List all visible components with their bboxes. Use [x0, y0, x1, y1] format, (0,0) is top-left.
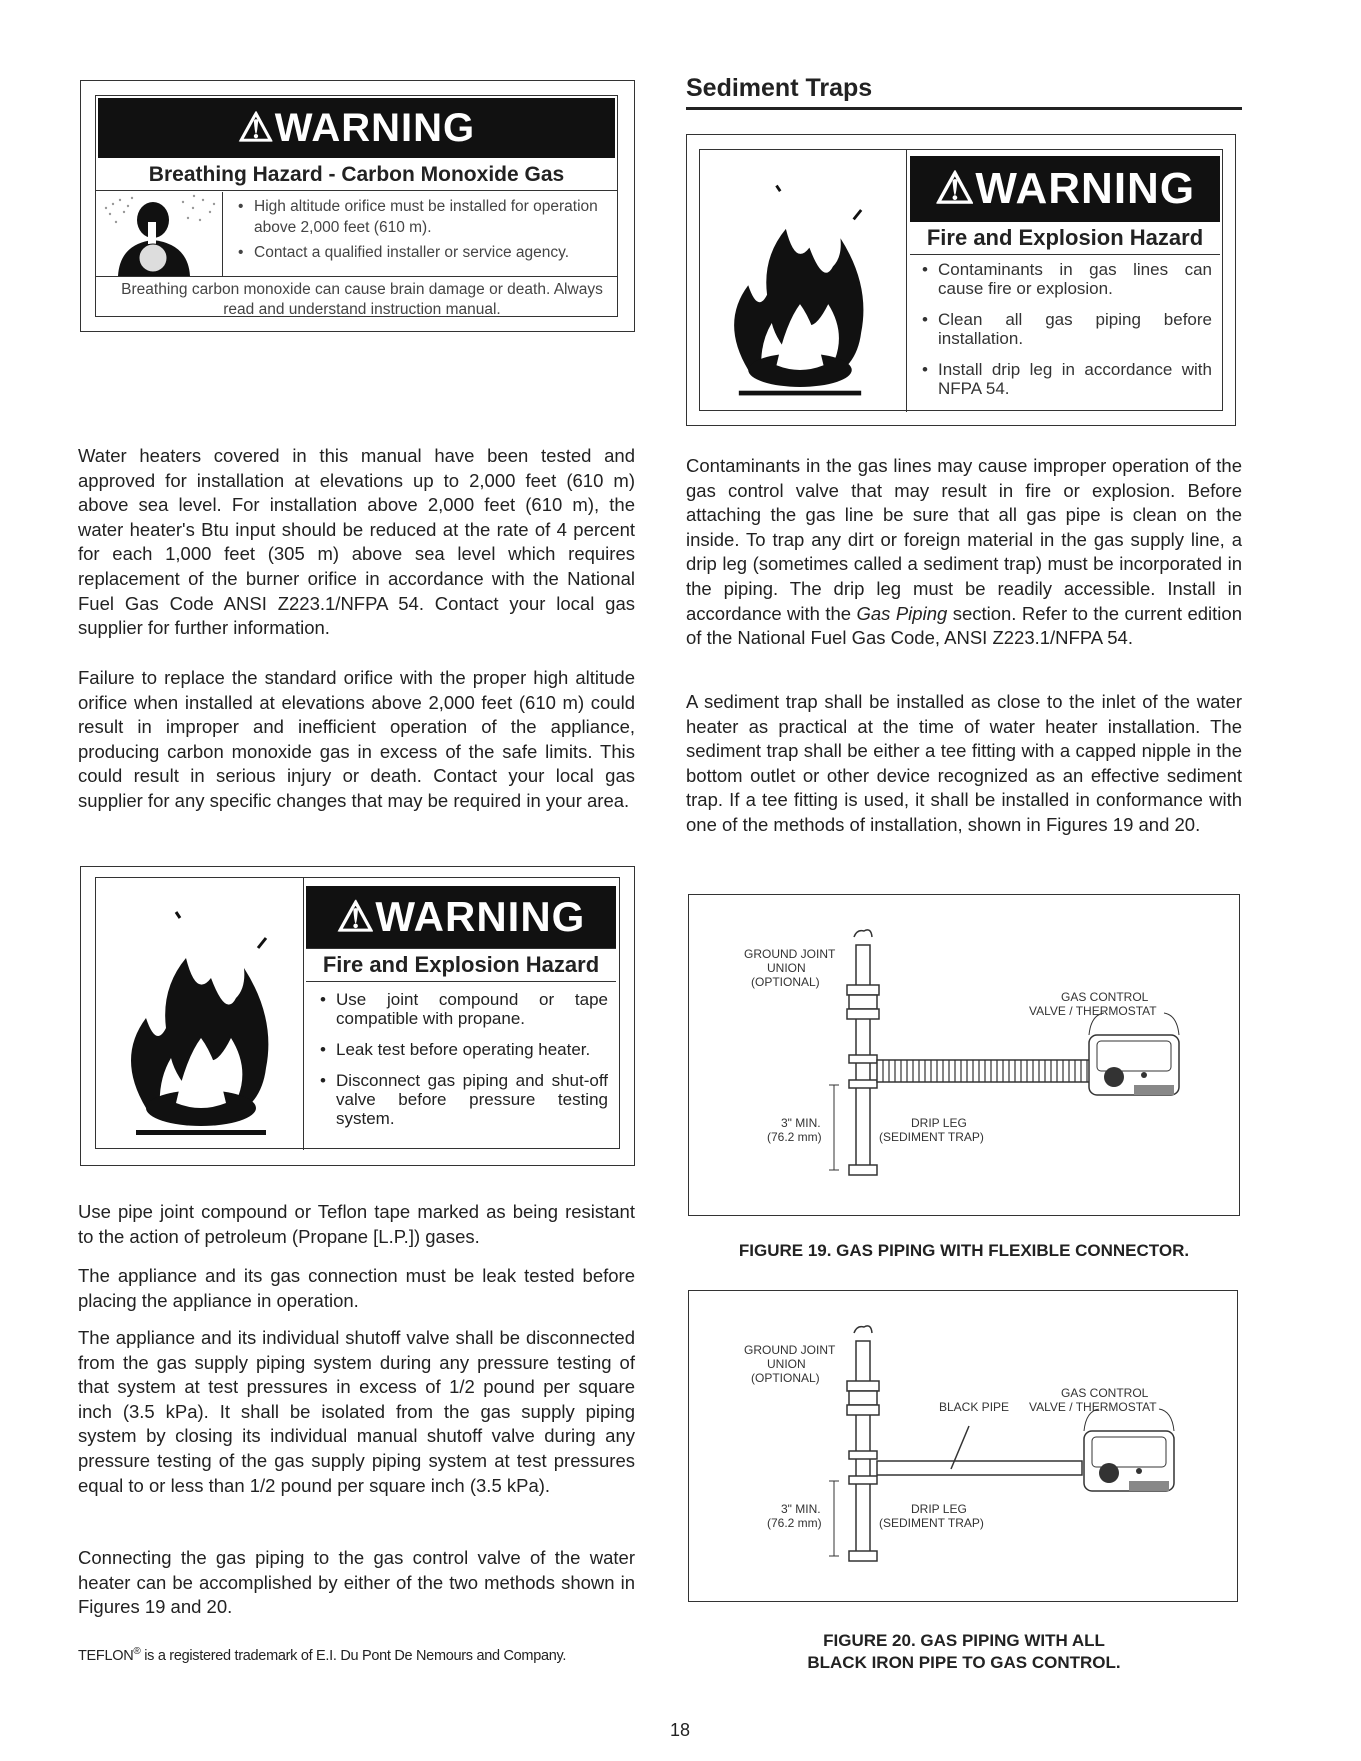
- co-warning-box: [80, 80, 635, 332]
- warning-banner: ⚠WARNING: [910, 156, 1220, 222]
- teflon-trademark-note: TEFLON® is a registered trademark of E.I. Du Pont De Nemours and Company.: [78, 1646, 567, 1664]
- page-number: 18: [669, 1720, 691, 1740]
- drip-leg-label: DRIP LEG: [911, 1116, 967, 1130]
- union-label: (OPTIONAL): [751, 1371, 820, 1385]
- figure-20-frame: [688, 1290, 1238, 1602]
- pipe-compound-paragraph: Use pipe joint compound or Teflon tape marked as being resistant to the action of petroleum (Propane [L.P.]) gases.: [78, 1201, 635, 1247]
- drip-leg-label: (SEDIMENT TRAP): [879, 1130, 984, 1144]
- figure-19-caption: FIGURE 19. GAS PIPING WITH FLEXIBLE CONNECTOR.: [738, 1241, 1190, 1260]
- fire-warning-box-right: [686, 134, 1236, 426]
- carbon-monoxide-person-icon: [98, 192, 222, 276]
- contaminants-paragraph: Contaminants in the gas lines may cause improper operation of the gas control valve that may result in fire or explosion. Before attaching the gas line be sure that all gas pipe is clean on the inside. To trap any dirt or foreign material in the gas supply line, a drip leg (sometimes called a sediment trap) must be incorporated in the piping. The drip leg must be readily accessible. Install in accordance with the Gas Piping section. Refer to the current edition of the National Fuel Gas Code, ANSI Z223.1/NFPA 54.: [686, 455, 1242, 649]
- warning-triangle-icon: ⚠: [336, 893, 376, 940]
- sediment-trap-paragraph: A sediment trap shall be installed as close to the inlet of the water heater as practical at the time of water heater installation. The sediment trap shall be either a tee fitting with a capped nipple in the bottom outlet or other device recognized as an effective sediment trap. If a tee fitting is used, it shall be installed in conformance with one of the methods of installation, shown in Figures 19 and 20.: [686, 691, 1242, 835]
- shutoff-valve-paragraph: The appliance and its individual shutoff valve shall be disconnected from the gas supply piping system during any pressure testing of that system at test pressures in excess of 1/2 pound per square inch (3.5 kPa). It shall be isolated from the gas supply piping system by closing its individual manual shutoff valve during any pressure testing of the gas supply piping system at test pressures equal to or less than 1/2 pound per square inch (3.5 kPa).: [78, 1327, 635, 1496]
- min-label: (76.2 mm): [767, 1516, 822, 1530]
- fire-warning-inner-left: [95, 877, 620, 1149]
- fire-hazard-title: Fire and Explosion Hazard: [910, 222, 1220, 255]
- valve-label: VALVE / THERMOSTAT: [1029, 1400, 1157, 1414]
- valve-label: GAS CONTROL: [1061, 1386, 1149, 1400]
- union-label: UNION: [767, 1357, 806, 1371]
- drip-leg-label: (SEDIMENT TRAP): [879, 1516, 984, 1530]
- co-warning-bullets: [236, 196, 606, 263]
- co-hazard-title: Breathing Hazard - Carbon Monoxide Gas: [148, 163, 565, 186]
- min-label: 3" MIN.: [781, 1502, 821, 1516]
- drip-leg-label: DRIP LEG: [911, 1502, 967, 1516]
- fire-warning-box-left: [80, 866, 635, 1166]
- fire-bullet: • Disconnect gas piping and shut-off valve before pressure testing system.: [318, 1071, 608, 1128]
- min-label: (76.2 mm): [767, 1130, 822, 1144]
- warning-banner: ⚠WARNING: [98, 98, 615, 158]
- figure-20-caption: FIGURE 20. GAS PIPING WITH ALL BLACK IRON PIPE TO GAS CONTROL.: [807, 1631, 1121, 1672]
- fire-bullet: • Contaminants in gas lines can cause fire or explosion.: [920, 260, 1212, 298]
- warning-triangle-icon: ⚠: [237, 106, 275, 150]
- high-altitude-paragraph: Water heaters covered in this manual have been tested and approved for installation at elevations up to 2,000 feet (610 m) above sea level. For installation above 2,000 feet (610 m), the water heater's Btu input should be reduced at the rate of 4 percent for each 1,000 feet (305 m) above sea level which requires replacement of the burner orifice in accordance with the National Fuel Gas Code ANSI Z223.1/NFPA 54. Contact your local gas supplier for further information.: [78, 445, 635, 639]
- co-bullet: • High altitude orifice must be installed for operation above 2,000 feet (610 m).: [236, 196, 606, 238]
- fire-bullet: • Use joint compound or tape compatible with propane.: [318, 990, 608, 1028]
- section-heading: Sediment Traps: [686, 74, 873, 102]
- figure-20-diagram: [689, 1291, 1237, 1601]
- fire-bullet: • Leak test before operating heater.: [318, 1040, 608, 1059]
- fire-bullet: • Clean all gas piping before installation.: [920, 310, 1212, 348]
- flame-icon: [116, 908, 286, 1138]
- union-label: (OPTIONAL): [751, 975, 820, 989]
- warning-triangle-icon: ⚠: [934, 164, 976, 213]
- min-label: 3" MIN.: [781, 1116, 821, 1130]
- gas-control-valve-icon: [1089, 1013, 1179, 1095]
- figure-19-diagram: [689, 895, 1239, 1215]
- orifice-paragraph: Failure to replace the standard orifice with the proper high altitude orifice when installed at elevations above 2,000 feet (610 m) could result in improper and inefficient operation of the appliance, producing carbon monoxide gas in excess of the safe limits. This could result in serious injury or death. Contact your local gas supplier for any specific changes that may be required in your area.: [78, 667, 635, 811]
- flexible-connector: [877, 1060, 1097, 1082]
- valve-label: GAS CONTROL: [1061, 990, 1149, 1004]
- gas-control-valve-icon: [1084, 1409, 1174, 1491]
- warning-banner: ⚠WARNING: [306, 886, 616, 948]
- flame-icon: [720, 176, 880, 404]
- co-warning-footer: Breathing carbon monoxide can cause brain damage or death. Always read and understand instruction manual.: [121, 281, 603, 318]
- fire-warning-inner-right: [699, 149, 1223, 411]
- union-label: UNION: [767, 961, 806, 975]
- union-label: GROUND JOINT: [744, 947, 836, 961]
- heading-rule: [686, 107, 1242, 110]
- fire-hazard-title: Fire and Explosion Hazard: [306, 948, 616, 982]
- fire-bullet: • Install drip leg in accordance with NFPA 54.: [920, 360, 1212, 398]
- connecting-paragraph: Connecting the gas piping to the gas control valve of the water heater can be accomplished by either of the two methods shown in Figures 19 and 20.: [78, 1547, 635, 1618]
- fire-warning-bullets-right: [920, 260, 1212, 398]
- figure-19-frame: [688, 894, 1240, 1216]
- black-pipe-label: BLACK PIPE: [939, 1400, 1010, 1414]
- leak-test-paragraph: The appliance and its gas connection must be leak tested before placing the appliance in operation.: [78, 1265, 635, 1311]
- union-label: GROUND JOINT: [744, 1343, 836, 1357]
- fire-warning-bullets-left: [318, 990, 608, 1128]
- valve-label: VALVE / THERMOSTAT: [1029, 1004, 1157, 1018]
- co-warning-inner: [95, 95, 618, 317]
- co-bullet: • Contact a qualified installer or service agency.: [236, 242, 606, 263]
